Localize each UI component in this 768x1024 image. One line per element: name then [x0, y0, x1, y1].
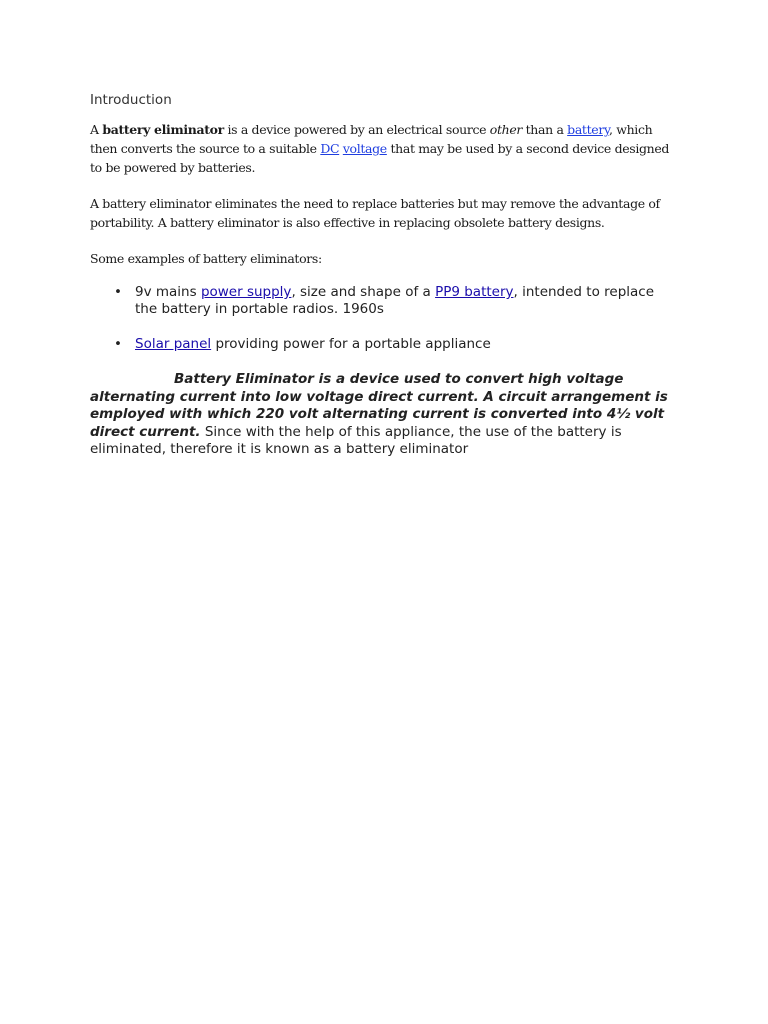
- summary-paragraph: [90, 371, 680, 459]
- definition-paragraph: [90, 120, 680, 177]
- term-battery-eliminator: battery eliminator: [102, 122, 224, 137]
- emphasis-other: other: [489, 122, 523, 137]
- text: A: [90, 122, 103, 137]
- intro-heading: Introduction: [90, 92, 172, 108]
- text: , intended to replace the battery in portable radios. 1960s: [135, 284, 655, 317]
- examples-intro-paragraph: Some examples of battery eliminators:: [90, 251, 322, 266]
- bullet-icon: •: [114, 284, 122, 300]
- text: , which then converts the source to a suitable: [90, 122, 653, 156]
- list-item: [90, 336, 680, 353]
- link-solar-panel[interactable]: Solar panel: [135, 336, 212, 352]
- portability-paragraph: A battery eliminator eliminates the need to replace batteries but may remove the advantage of portability. A battery eliminator is also effective in replacing obsolete battery designs.: [90, 196, 660, 230]
- text: is a device powered by an electrical source: [223, 122, 490, 137]
- text: , size and shape of a: [291, 284, 436, 300]
- link-voltage[interactable]: voltage: [342, 141, 387, 156]
- text: providing power for a portable appliance: [211, 336, 491, 352]
- document-page: [90, 90, 680, 459]
- link-dc[interactable]: DC: [320, 141, 340, 156]
- link-pp9-battery[interactable]: PP9 battery: [435, 284, 514, 300]
- text: Since with the help of this appliance, the use of the battery is eliminated, therefore it is known as a battery eliminator: [90, 423, 622, 457]
- text: 9v mains: [135, 284, 201, 300]
- examples-list: [90, 284, 680, 353]
- link-battery[interactable]: battery: [567, 122, 609, 137]
- text: than a: [522, 122, 568, 137]
- list-item: [90, 284, 680, 318]
- text: that may be used by a second device designed to be powered by batteries.: [90, 141, 670, 175]
- link-power-supply[interactable]: power supply: [200, 284, 292, 300]
- bullet-icon: •: [114, 336, 122, 352]
- summary-emphasis: Battery Eliminator is a device used to convert high voltage alternating current into low voltage direct current. A circuit arrangement is employed with which 220 volt alternating current is converted into 4½ volt direct current.: [90, 371, 668, 440]
